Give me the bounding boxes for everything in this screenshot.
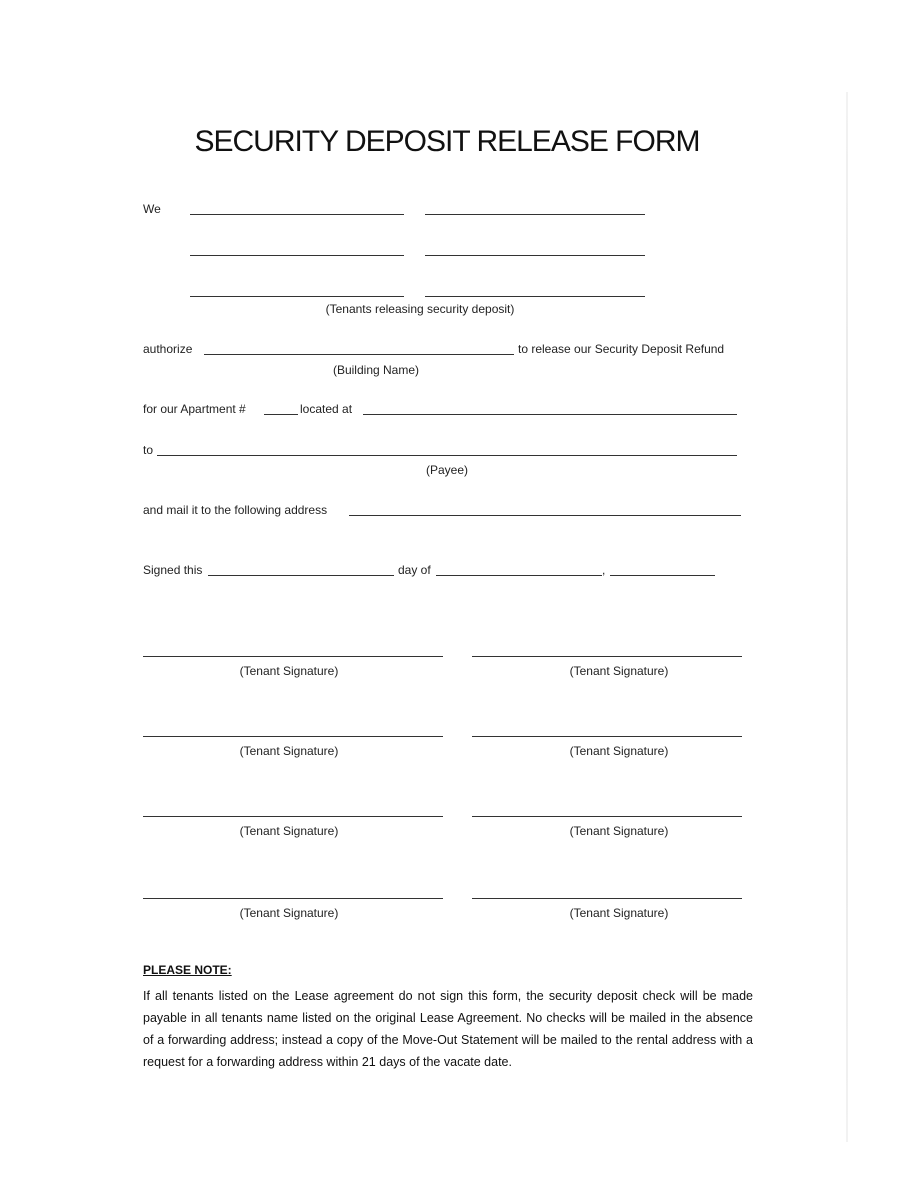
comma-separator: , bbox=[602, 563, 606, 577]
building-caption: (Building Name) bbox=[332, 363, 420, 377]
tenant-signature-line[interactable] bbox=[143, 736, 443, 737]
building-name-line[interactable] bbox=[204, 354, 514, 355]
page-edge bbox=[846, 92, 848, 1142]
signed-this-label: Signed this bbox=[143, 563, 203, 577]
signed-year-line[interactable] bbox=[610, 575, 715, 576]
tenant-name-line-5[interactable] bbox=[190, 296, 404, 297]
apartment-location-line[interactable] bbox=[363, 414, 737, 415]
day-of-label: day of bbox=[398, 563, 431, 577]
authorize-label: authorize bbox=[143, 342, 193, 356]
tenant-name-line-1[interactable] bbox=[190, 214, 404, 215]
tenant-signature-caption: (Tenant Signature) bbox=[239, 906, 339, 920]
tenant-signature-caption: (Tenant Signature) bbox=[569, 824, 669, 838]
tenant-signature-caption: (Tenant Signature) bbox=[569, 744, 669, 758]
mail-address-label: and mail it to the following address bbox=[143, 503, 328, 517]
signed-month-line[interactable] bbox=[436, 575, 602, 576]
located-at-label: located at bbox=[300, 402, 353, 416]
tenant-signature-caption: (Tenant Signature) bbox=[239, 664, 339, 678]
tenant-signature-caption: (Tenant Signature) bbox=[239, 744, 339, 758]
tenant-name-line-6[interactable] bbox=[425, 296, 645, 297]
tenants-caption: (Tenants releasing security deposit) bbox=[325, 302, 515, 316]
payee-line[interactable] bbox=[157, 455, 737, 456]
tenant-signature-line[interactable] bbox=[143, 656, 443, 657]
signed-day-line[interactable] bbox=[208, 575, 394, 576]
tenant-signature-line[interactable] bbox=[472, 816, 742, 817]
tenant-signature-caption: (Tenant Signature) bbox=[239, 824, 339, 838]
tenant-signature-caption: (Tenant Signature) bbox=[569, 664, 669, 678]
tenant-signature-line[interactable] bbox=[472, 656, 742, 657]
please-note-body: If all tenants listed on the Lease agreement do not sign this form, the security deposit check will be made payable in all tenants name listed on the original Lease Agreement. No checks will be mailed in the absence of a forwarding address; instead a copy of the Move-Out Statement will be mailed to the rental address with a request for a forwarding address within 21 days of the vacate date. bbox=[143, 989, 753, 1069]
tenant-signature-line[interactable] bbox=[472, 898, 742, 899]
tenant-name-line-3[interactable] bbox=[190, 255, 404, 256]
apartment-label: for our Apartment # bbox=[143, 402, 246, 416]
tenant-signature-caption: (Tenant Signature) bbox=[569, 906, 669, 920]
please-note-heading: PLEASE NOTE: bbox=[143, 963, 232, 977]
tenant-signature-line[interactable] bbox=[143, 816, 443, 817]
tenant-name-line-2[interactable] bbox=[425, 214, 645, 215]
we-label: We bbox=[143, 202, 161, 216]
to-label: to bbox=[143, 443, 154, 457]
tenant-name-line-4[interactable] bbox=[425, 255, 645, 256]
apartment-number-line[interactable] bbox=[264, 414, 298, 415]
mail-address-line[interactable] bbox=[349, 515, 741, 516]
tenant-signature-line[interactable] bbox=[143, 898, 443, 899]
authorize-tail-text: to release our Security Deposit Refund bbox=[518, 342, 725, 356]
payee-caption: (Payee) bbox=[425, 463, 469, 477]
form-title: SECURITY DEPOSIT RELEASE FORM bbox=[194, 125, 700, 158]
tenant-signature-line[interactable] bbox=[472, 736, 742, 737]
